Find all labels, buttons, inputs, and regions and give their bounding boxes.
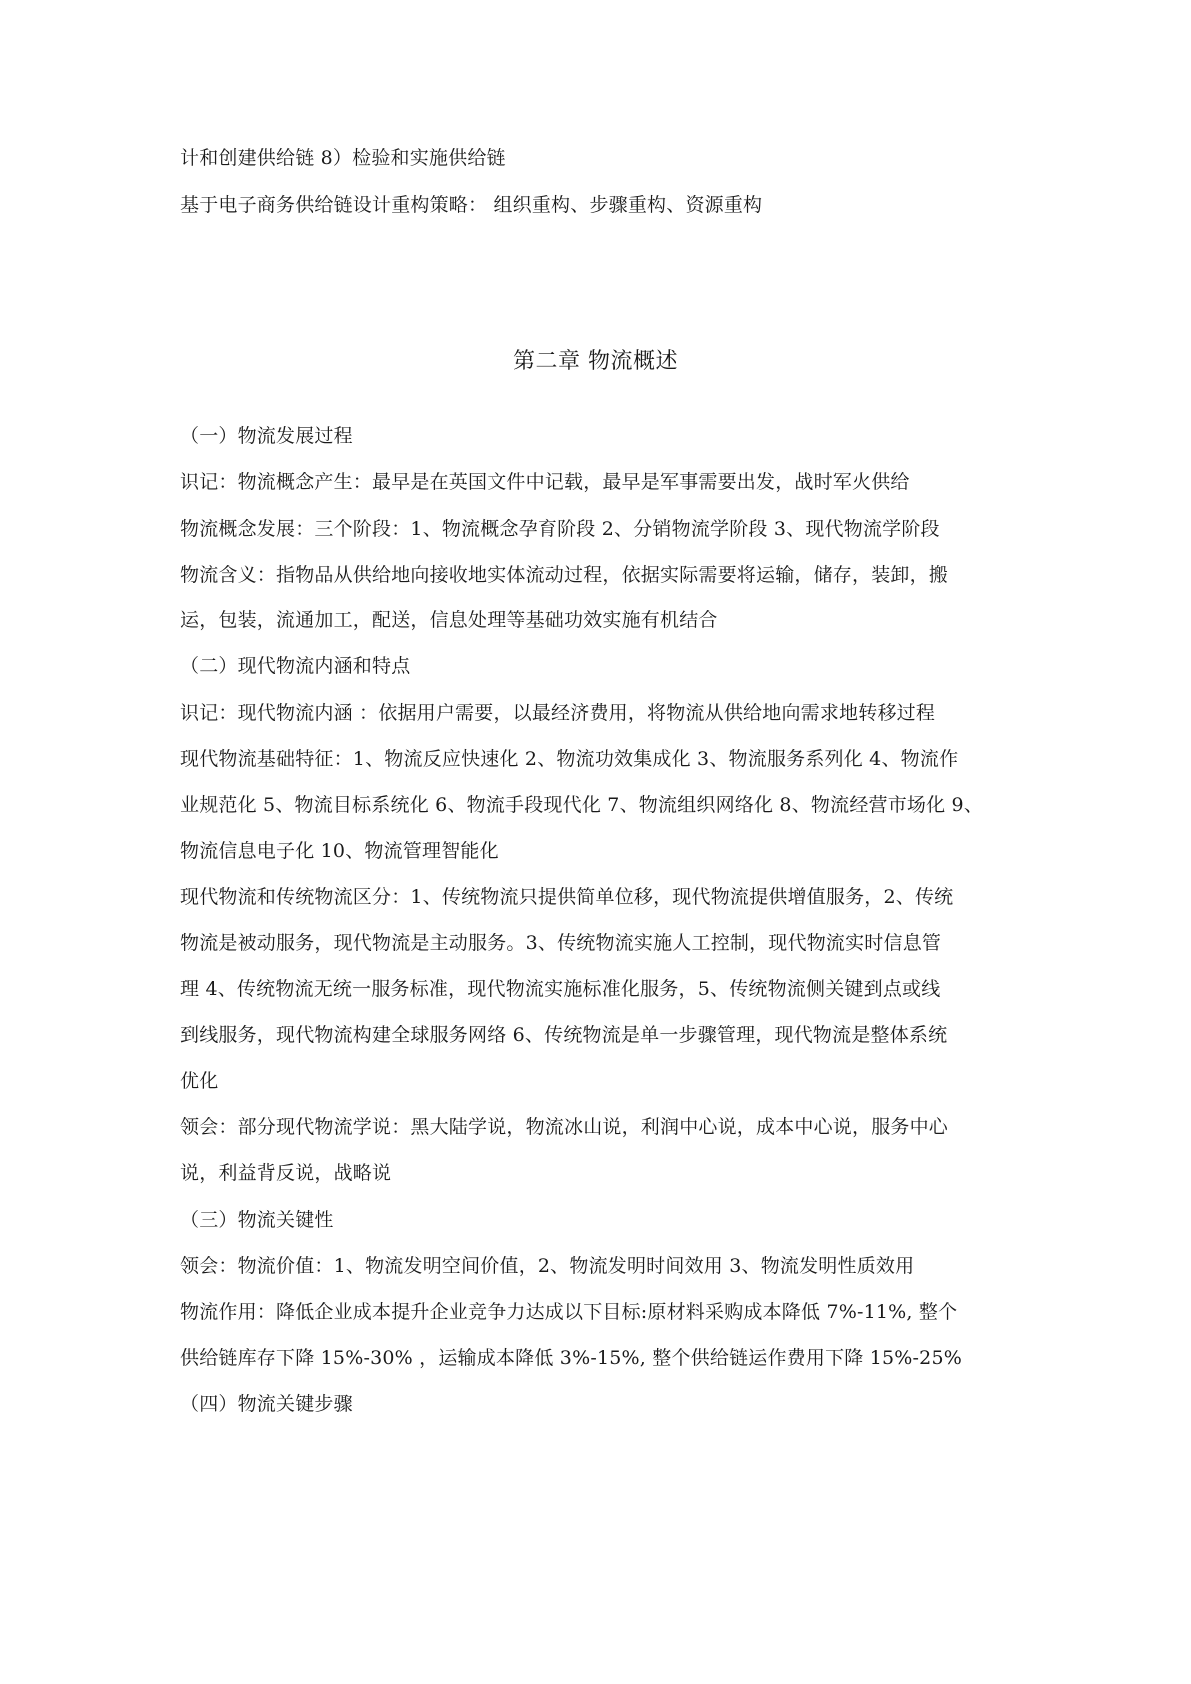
paragraph-line: 业规范化 5、物流目标系统化 6、物流手段现代化 7、物流组织网络化 8、物流经营市场化 9、 bbox=[180, 794, 984, 816]
paragraph-line: 识记：物流概念产生：最早是在英国文件中记载，最早是军事需要出发，战时军火供给 bbox=[180, 471, 910, 493]
paragraph-line: 现代物流和传统物流区分：1、传统物流只提供简单位移，现代物流提供增值服务，2、传统 bbox=[180, 886, 954, 908]
paragraph-line: 供给链库存下降 15%-30% ，运输成本降低 3%-15%, 整个供给链运作费用下降 15%-25% bbox=[180, 1347, 962, 1369]
paragraph-line: 物流作用：降低企业成本提升企业竞争力达成以下目标:原材料采购成本降低 7%-11%, 整个 bbox=[180, 1301, 958, 1323]
paragraph-line: 物流是被动服务，现代物流是主动服务。3、传统物流实施人工控制，现代物流实时信息管 bbox=[180, 932, 942, 954]
paragraph-line: 现代物流基础特征：1、物流反应快速化 2、物流功效集成化 3、物流服务系列化 4、物流作 bbox=[180, 748, 959, 770]
paragraph-line: 优化 bbox=[180, 1070, 219, 1092]
paragraph-line: 识记：现代物流内涵 ：依据用户需要，以最经济费用，将物流从供给地向需求地转移过程 bbox=[180, 702, 936, 724]
paragraph-line: 说，利益背反说，战略说 bbox=[180, 1162, 392, 1184]
paragraph-line: 理 4、传统物流无统一服务标准，现代物流实施标准化服务，5、传统物流侧关键到点或线 bbox=[180, 978, 941, 1000]
paragraph-line: 领会：部分现代物流学说：黑大陆学说，物流冰山说，利润中心说，成本中心说，服务中心 bbox=[180, 1116, 949, 1138]
paragraph-line: 领会：物流价值：1、物流发明空间价值，2、物流发明时间效用 3、物流发明性质效用 bbox=[180, 1255, 915, 1277]
section-heading: （一）物流发展过程 bbox=[180, 425, 353, 447]
section-heading: （三）物流关键性 bbox=[180, 1209, 334, 1231]
section-heading: （二）现代物流内涵和特点 bbox=[180, 655, 411, 677]
chapter-title: 第二章 物流概述 bbox=[513, 349, 678, 374]
paragraph-line: 物流信息电子化 10、物流管理智能化 bbox=[180, 840, 499, 862]
intro-line-1: 计和创建供给链 8）检验和实施供给链 bbox=[180, 147, 506, 169]
intro-line-2: 基于电子商务供给链设计重构策略： 组织重构、步骤重构、资源重构 bbox=[180, 194, 763, 216]
paragraph-line: 物流含义：指物品从供给地向接收地实体流动过程，依据实际需要将运输，储存，装卸，搬 bbox=[180, 564, 949, 586]
paragraph-line: 运，包装，流通加工，配送，信息处理等基础功效实施有机结合 bbox=[180, 609, 718, 631]
section-heading: （四）物流关键步骤 bbox=[180, 1393, 353, 1415]
paragraph-line: 物流概念发展：三个阶段：1、物流概念孕育阶段 2、分销物流学阶段 3、现代物流学阶段 bbox=[180, 518, 940, 540]
paragraph-line: 到线服务，现代物流构建全球服务网络 6、传统物流是单一步骤管理，现代物流是整体系统 bbox=[180, 1024, 948, 1046]
